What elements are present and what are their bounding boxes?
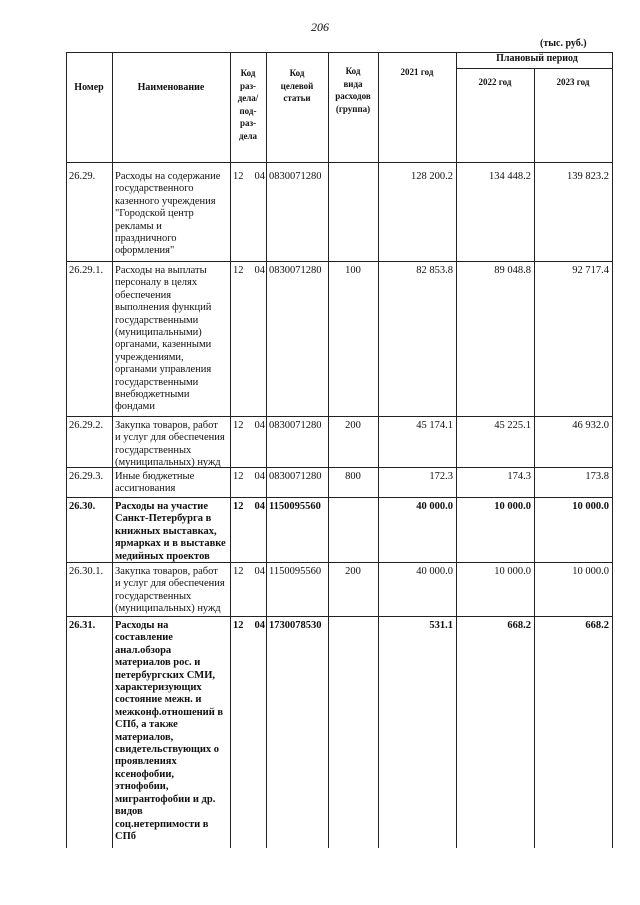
header-year-2022: 2022 год (478, 77, 512, 87)
row-section-code: 12 (233, 171, 244, 182)
row-value-2023: 139 823.2 (567, 171, 609, 182)
row-target-code: 1730078530 (269, 620, 322, 631)
row-expense-code: 200 (345, 420, 361, 431)
table-hline (66, 616, 612, 617)
table-hline (66, 261, 612, 262)
row-expense-code: 100 (345, 265, 361, 276)
row-number: 26.29. (69, 171, 96, 182)
row-value-2023: 173.8 (585, 471, 609, 482)
table-hline (66, 416, 612, 417)
row-value-2023: 46 932.0 (572, 420, 609, 431)
table-vline (66, 52, 67, 848)
table-vline (112, 52, 113, 848)
row-section-code: 12 (233, 420, 244, 431)
row-value-2022: 668.2 (507, 620, 531, 631)
table-vline (456, 52, 457, 848)
row-target-code: 0830071280 (269, 471, 322, 482)
table-vline (534, 68, 535, 848)
row-number: 26.30.1. (69, 566, 104, 577)
header-expense-code: Код вида расходов (группа) (335, 66, 371, 114)
row-value-2023: 10 000.0 (572, 566, 609, 577)
row-section-code: 12 (233, 620, 244, 631)
header-year-2023: 2023 год (556, 77, 590, 87)
row-name: Расходы на выплаты персоналу в целях обеспечения выполнения функций государственными (муниципальными) органами, казенными учреждениями, органами управления государственными внебюджетными фондами (115, 265, 212, 413)
row-name: Закупка товаров, работ и услуг для обеспечения государственных (муниципальных) нужд (115, 420, 225, 469)
row-name: Расходы на участие Санкт-Петербурга в книжных выставках, ярмарках и в выставке медийных проектов (115, 501, 226, 562)
row-value-2021: 40 000.0 (416, 501, 453, 512)
page-number: 206 (311, 20, 329, 34)
row-target-code: 0830071280 (269, 420, 322, 431)
table-vline (378, 52, 379, 848)
header-target-code: Код целевой статьи (280, 68, 314, 103)
row-value-2022: 89 048.8 (494, 265, 531, 276)
row-subsection-code: 04 (254, 420, 265, 431)
row-number: 26.29.1. (69, 265, 104, 276)
row-value-2022: 174.3 (507, 471, 531, 482)
table-vline (612, 52, 613, 848)
row-subsection-code: 04 (254, 471, 265, 482)
row-target-code: 0830071280 (269, 171, 322, 182)
row-value-2022: 10 000.0 (494, 501, 531, 512)
row-subsection-code: 04 (254, 171, 265, 182)
row-value-2021: 40 000.0 (416, 566, 453, 577)
header-name: Наименование (137, 82, 205, 93)
row-section-code: 12 (233, 501, 244, 512)
row-target-code: 1150095560 (269, 501, 321, 512)
row-subsection-code: 04 (254, 265, 265, 276)
row-value-2022: 134 448.2 (489, 171, 531, 182)
table-vline (266, 52, 267, 848)
row-name: Расходы на составление анал.обзора материалов рос. и петербургских СМИ, характеризующих состояние межн. и межконф.отношений в СПб, а также материалов, свидетельствующих о проявлениях ксенофобии, этнофобии, мигрантофобии и др. видов соц.нетерпимости в СПб (115, 620, 224, 842)
row-number: 26.29.3. (69, 471, 104, 482)
row-value-2023: 10 000.0 (572, 501, 609, 512)
row-value-2023: 668.2 (585, 620, 609, 631)
row-value-2022: 10 000.0 (494, 566, 531, 577)
row-value-2021: 45 174.1 (416, 420, 453, 431)
row-name: Закупка товаров, работ и услуг для обеспечения государственных (муниципальных) нужд (115, 566, 225, 615)
row-subsection-code: 04 (254, 620, 265, 631)
row-value-2022: 45 225.1 (494, 420, 531, 431)
header-number: Номер (74, 82, 104, 93)
row-value-2023: 92 717.4 (572, 265, 609, 276)
row-number: 26.29.2. (69, 420, 104, 431)
table-hline (66, 497, 612, 498)
row-expense-code: 800 (345, 471, 361, 482)
row-subsection-code: 04 (254, 501, 265, 512)
row-target-code: 0830071280 (269, 265, 322, 276)
row-value-2021: 82 853.8 (416, 265, 453, 276)
header-year-2021: 2021 год (400, 67, 434, 77)
row-number: 26.31. (69, 620, 96, 631)
row-expense-code: 200 (345, 566, 361, 577)
table-vline (328, 52, 329, 848)
row-subsection-code: 04 (254, 566, 265, 577)
row-name: Расходы на содержание государственного казенного учреждения "Городской центр рекламы и праздничного оформления" (115, 171, 221, 257)
header-section-code: Код раз- дела/ под- раз- дела (237, 68, 259, 141)
planned-period-header: Плановый период (496, 53, 578, 64)
row-target-code: 1150095560 (269, 566, 322, 577)
row-section-code: 12 (233, 265, 244, 276)
row-value-2021: 531.1 (429, 620, 453, 631)
units-label: (тыс. руб.) (540, 38, 587, 49)
row-name: Иные бюджетные ассигнования (115, 471, 195, 495)
row-number: 26.30. (69, 501, 96, 512)
row-value-2021: 172.3 (429, 471, 453, 482)
table-vline (230, 52, 231, 848)
row-value-2021: 128 200.2 (411, 171, 453, 182)
row-section-code: 12 (233, 471, 244, 482)
row-section-code: 12 (233, 566, 244, 577)
table-hline (66, 162, 612, 163)
table-hline (66, 52, 612, 53)
